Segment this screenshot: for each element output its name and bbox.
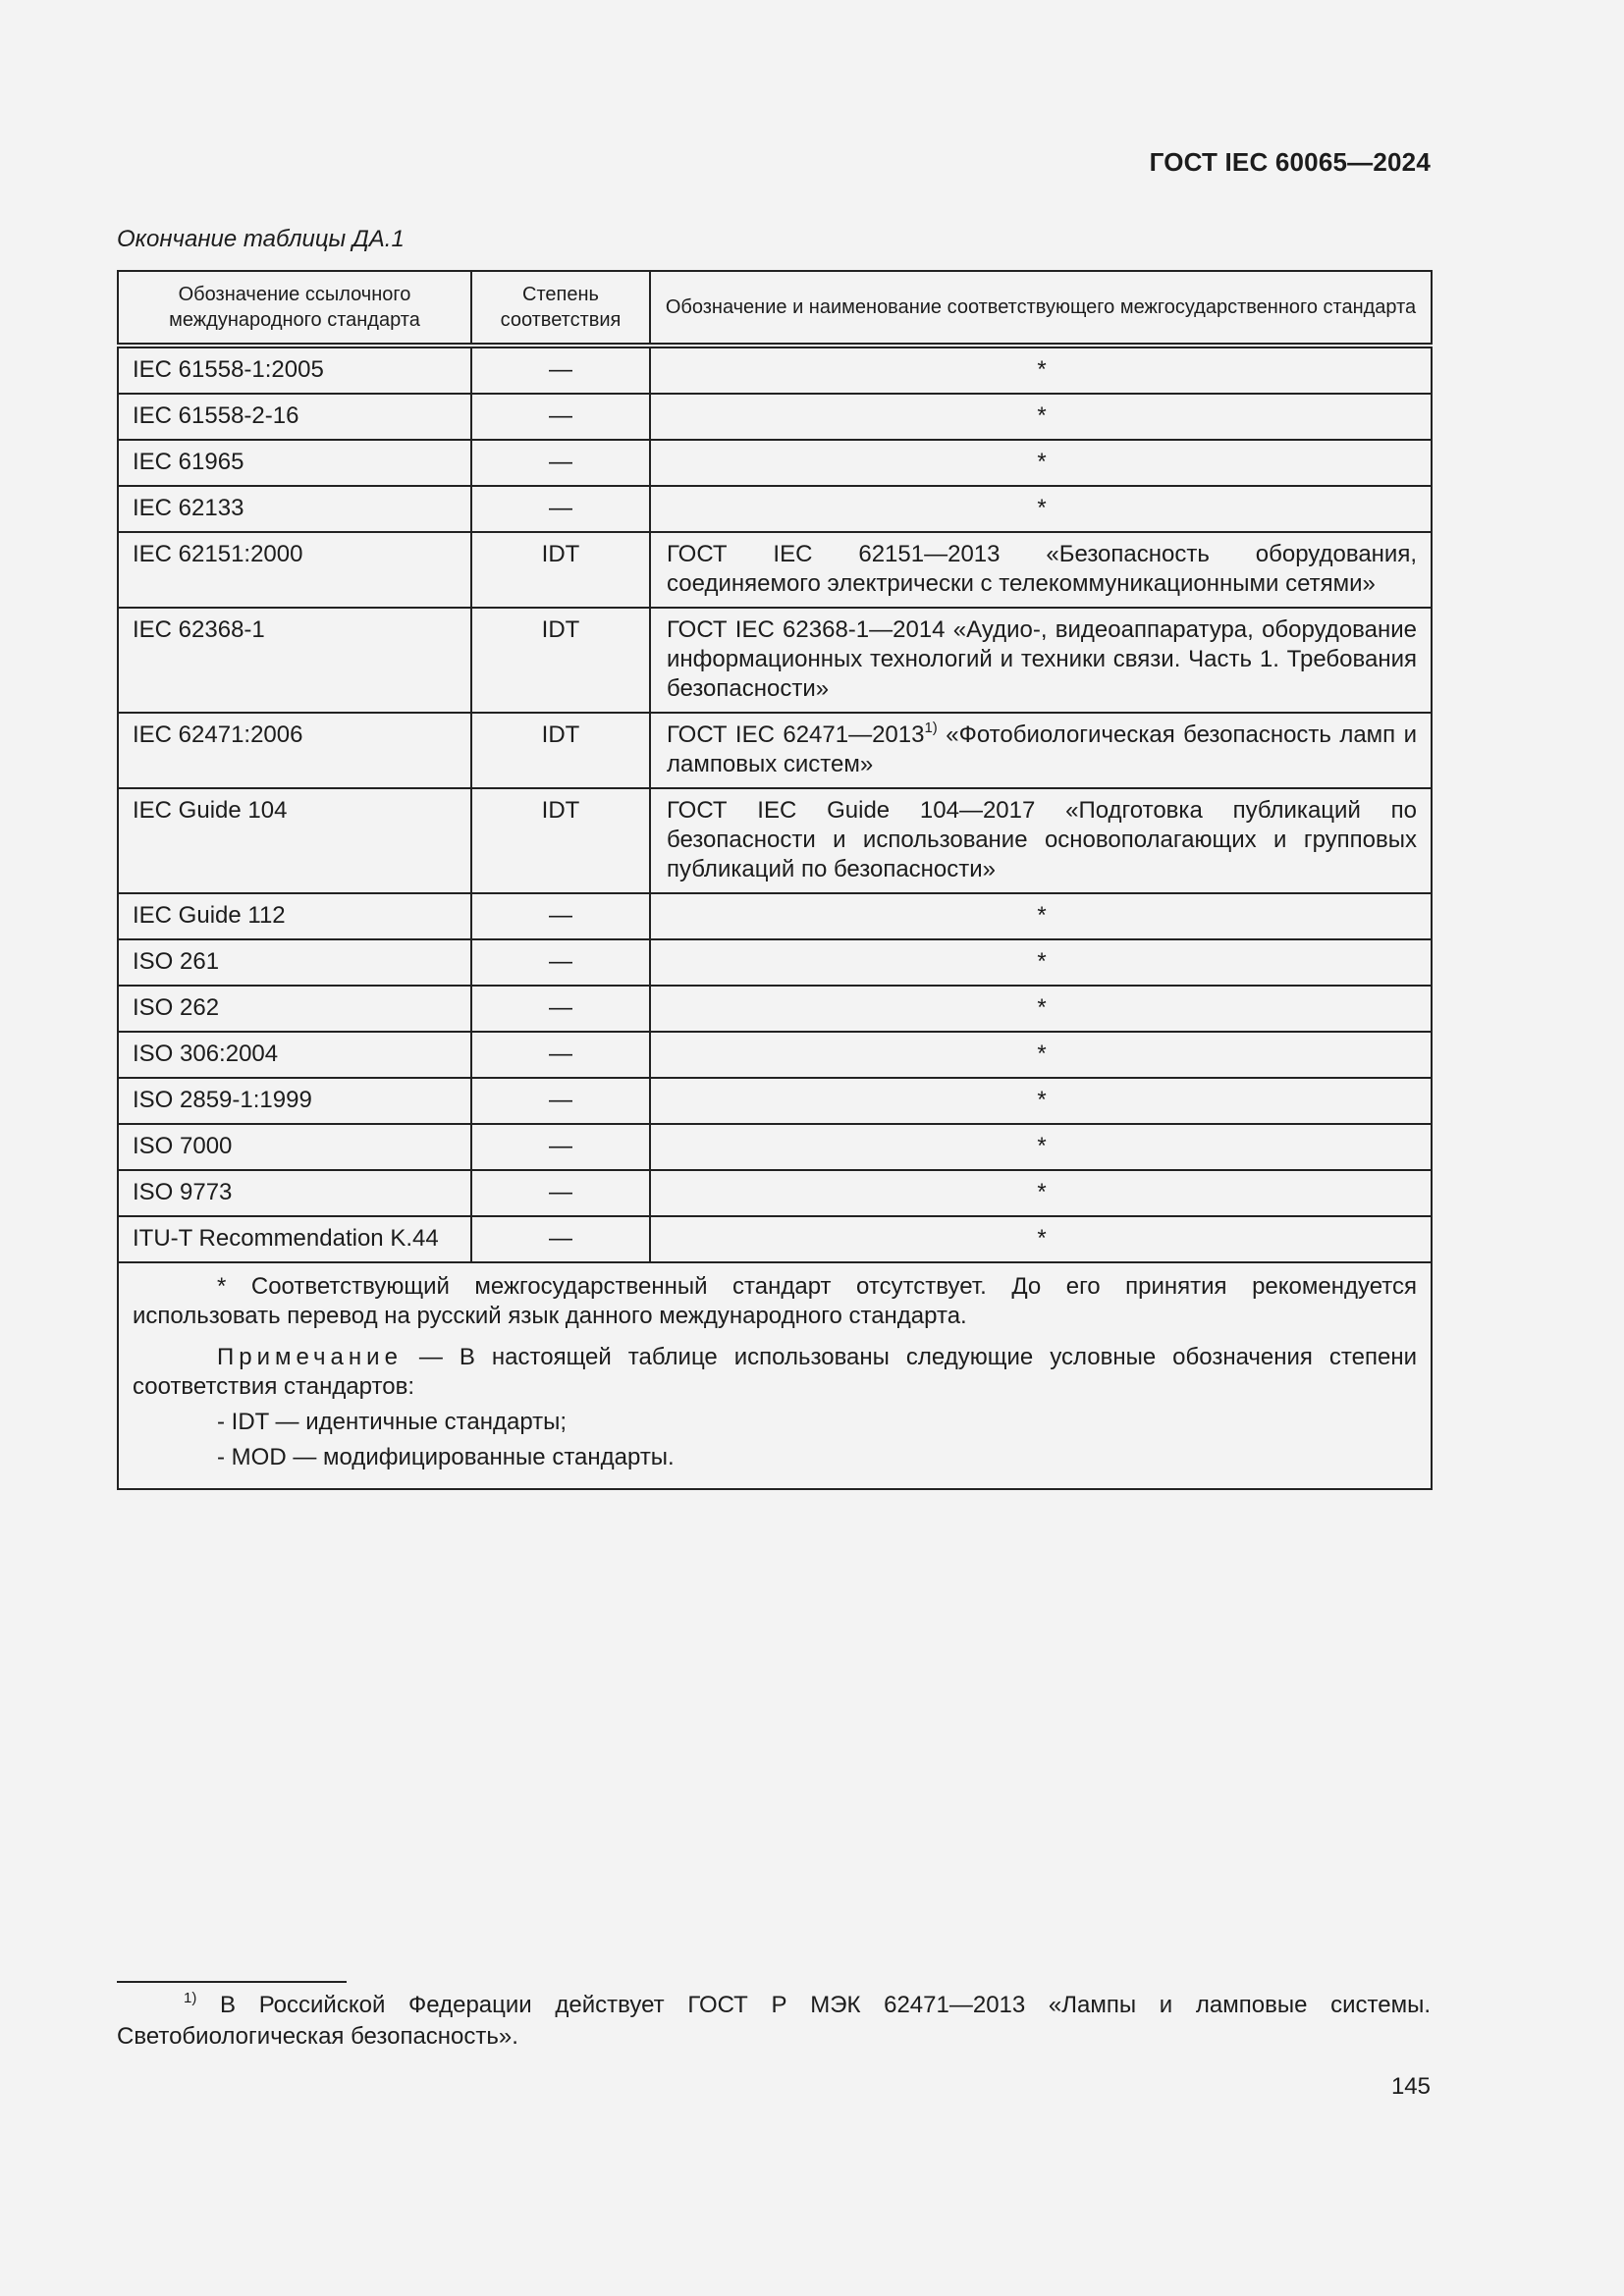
- ref-standard-cell: ISO 262: [118, 986, 471, 1032]
- ref-standard-cell: IEC 62151:2000: [118, 532, 471, 608]
- degree-cell: —: [471, 1032, 650, 1078]
- table-row: [118, 1078, 1432, 1124]
- table-row: [118, 1216, 1432, 1262]
- ref-standard-cell: IEC 62133: [118, 486, 471, 532]
- column-header-degree: Степень соответствия: [471, 271, 650, 346]
- table-footer: [118, 1262, 1432, 1489]
- degree-cell: IDT: [471, 713, 650, 788]
- ref-standard-cell: IEC 62368-1: [118, 608, 471, 713]
- table-row: [118, 440, 1432, 486]
- gost-standard-cell: *: [650, 1170, 1432, 1216]
- ref-standard-cell: ISO 2859-1:1999: [118, 1078, 471, 1124]
- degree-cell: —: [471, 939, 650, 986]
- ref-standard-cell: ISO 9773: [118, 1170, 471, 1216]
- degree-cell: —: [471, 986, 650, 1032]
- footnote-ref-marker: 1): [924, 720, 938, 736]
- footnote-marker: 1): [184, 1990, 197, 2006]
- table-row: [118, 532, 1432, 608]
- degree-cell: —: [471, 346, 650, 394]
- degree-cell: —: [471, 486, 650, 532]
- table-row: [118, 486, 1432, 532]
- table-row: [118, 394, 1432, 440]
- ref-standard-cell: ISO 306:2004: [118, 1032, 471, 1078]
- degree-cell: IDT: [471, 608, 650, 713]
- gost-standard-cell: *: [650, 939, 1432, 986]
- ref-standard-cell: IEC Guide 112: [118, 893, 471, 939]
- table-row: [118, 1124, 1432, 1170]
- gost-title: «Фотобиологическая безопасность ламп и ламповых систем»: [667, 721, 1417, 777]
- gost-standard-cell: *: [650, 394, 1432, 440]
- standards-table: [117, 270, 1433, 1490]
- table-row: [118, 608, 1432, 713]
- page-number: 145: [1390, 2073, 1431, 2100]
- note-item-mod: - MOD — модифицированные стандарты.: [217, 1444, 675, 1470]
- ref-standard-cell: ITU-T Recommendation K.44: [118, 1216, 471, 1262]
- footnote-separator: [117, 1981, 347, 1983]
- table-row: [118, 346, 1432, 394]
- degree-cell: IDT: [471, 532, 650, 608]
- ref-standard-cell: IEC 62471:2006: [118, 713, 471, 788]
- note-item-idt: - IDT — идентичные стандарты;: [217, 1409, 568, 1435]
- table-note: [133, 1343, 1417, 1402]
- table-row: [118, 788, 1432, 893]
- star-footnote: * Соответствующий межгосударственный стандарт отсутствует. До его принятия рекомендуется использовать перевод на русский язык данного международного стандарта.: [133, 1273, 1417, 1329]
- ref-standard-cell: IEC 61558-1:2005: [118, 346, 471, 394]
- gost-standard-cell: ГОСТ IEC 62151—2013 «Безопасность оборудования, соединяемого электрически с телекоммуникационными сетями»: [650, 532, 1432, 608]
- note-label: Примечание: [217, 1344, 403, 1370]
- gost-standard-cell: *: [650, 893, 1432, 939]
- table-row: [118, 893, 1432, 939]
- gost-standard-cell: *: [650, 1124, 1432, 1170]
- table-row: [118, 1032, 1432, 1078]
- table-row: [118, 939, 1432, 986]
- column-header-gost: Обозначение и наименование соответствующего межгосударственного стандарта: [650, 271, 1432, 346]
- gost-standard-cell: *: [650, 440, 1432, 486]
- table-header-row: [118, 271, 1432, 346]
- table-row: [118, 986, 1432, 1032]
- gost-standard-cell: *: [650, 346, 1432, 394]
- degree-cell: —: [471, 1170, 650, 1216]
- ref-standard-cell: IEC 61965: [118, 440, 471, 486]
- degree-cell: —: [471, 440, 650, 486]
- note-text: — В настоящей таблице использованы следующие условные обозначения степени соответствия стандартов:: [133, 1344, 1417, 1400]
- degree-cell: IDT: [471, 788, 650, 893]
- page-footnote: [117, 1990, 1431, 2053]
- table-caption: Окончание таблицы ДА.1: [117, 226, 405, 252]
- footnote-text: В Российской Федерации действует ГОСТ Р МЭК 62471—2013 «Лампы и ламповые системы. Светобиологическая безопасность».: [117, 1992, 1431, 2050]
- table-row: [118, 1170, 1432, 1216]
- gost-standard-cell: *: [650, 986, 1432, 1032]
- table-row: [118, 713, 1432, 788]
- ref-standard-cell: IEC 61558-2-16: [118, 394, 471, 440]
- gost-standard-cell: *: [650, 1216, 1432, 1262]
- column-header-ref: Обозначение ссылочного международного стандарта: [118, 271, 471, 346]
- table-footer-row: [118, 1262, 1432, 1489]
- ref-standard-cell: ISO 7000: [118, 1124, 471, 1170]
- degree-cell: —: [471, 893, 650, 939]
- ref-standard-cell: ISO 261: [118, 939, 471, 986]
- gost-standard-cell: *: [650, 1078, 1432, 1124]
- gost-standard-cell: ГОСТ IEC Guide 104—2017 «Подготовка публикаций по безопасности и использование основополагающих и групповых публикаций по безопасности»: [650, 788, 1432, 893]
- gost-standard-cell: ГОСТ IEC 62368-1—2014 «Аудио-, видеоаппаратура, оборудование информационных технологий и техники связи. Часть 1. Требования безопасности»: [650, 608, 1432, 713]
- degree-cell: —: [471, 1124, 650, 1170]
- table-body: [118, 346, 1432, 1262]
- degree-cell: —: [471, 394, 650, 440]
- gost-standard-cell: *: [650, 486, 1432, 532]
- ref-standard-cell: IEC Guide 104: [118, 788, 471, 893]
- gost-standard-cell: [650, 713, 1432, 788]
- document-code: ГОСТ IEC 60065—2024: [1149, 147, 1431, 177]
- degree-cell: —: [471, 1216, 650, 1262]
- gost-designation: ГОСТ IEC 62471—2013: [667, 721, 925, 748]
- gost-standard-cell: *: [650, 1032, 1432, 1078]
- degree-cell: —: [471, 1078, 650, 1124]
